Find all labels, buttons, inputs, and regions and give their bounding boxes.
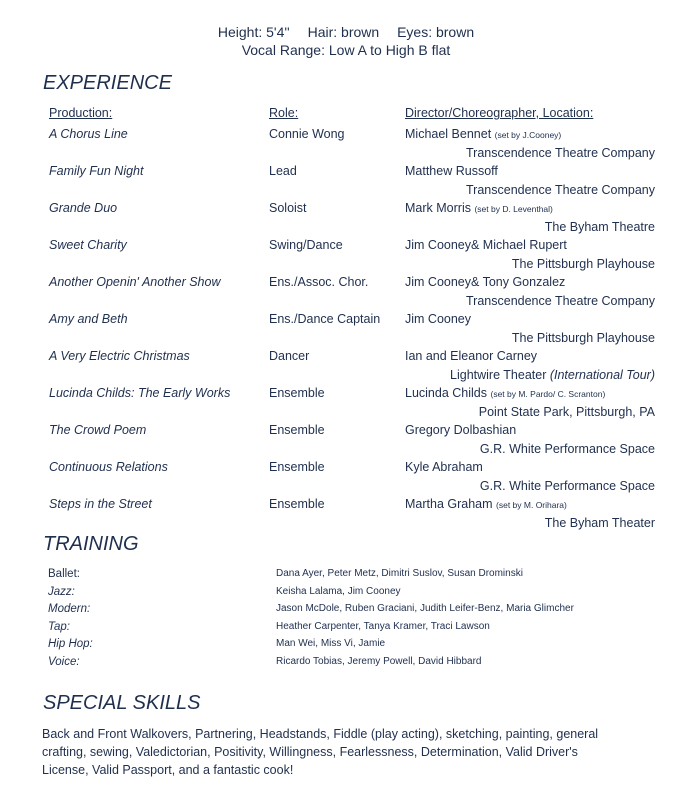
director-text: Michael Bennet [405,127,492,141]
location-extra: (International Tour) [549,368,655,382]
location-text: Point State Park, Pittsburgh, PA [478,405,655,419]
director-text: Martha Graham [405,497,493,511]
dance-style: Ballet: [48,568,80,580]
director-text: Lucinda Childs [405,386,487,400]
location-text: The Byham Theater [544,516,655,530]
role-name: Ens./Dance Captain [269,312,381,326]
stats-header [0,23,692,59]
location-text: Transcendence Theatre Company [466,146,655,160]
location-name [466,292,655,310]
production-name: A Very Electric Christmas [49,349,190,363]
production-name: Another Openin' Another Show [49,275,221,289]
special-skills-text: Back and Front Walkovers, Partnering, Headstands, Fiddle (play acting), sketching, painting, general crafting, sewing, Valedictorian, Positivity, Willingness, Fearlessness, Determination, Valid Driver's License, Valid Passport, and a fantastic cook! [42,727,599,777]
production-name: Steps in the Street [49,497,152,511]
role-name: Connie Wong [269,127,345,141]
production-name: Lucinda Childs: The Early Works [49,386,231,400]
vocal-range: Vocal Range: Low A to High B flat [241,42,451,58]
director-name [405,310,471,328]
dance-style: Modern: [48,603,91,615]
director-name [405,458,483,476]
director-name [405,125,561,144]
location-text: G.R. White Performance Space [479,479,655,493]
training-title: TRAINING [43,533,139,555]
location-name [512,329,655,347]
production-name: Family Fun Night [49,164,144,178]
location-name [479,403,655,421]
production-name: Sweet Charity [49,238,127,252]
location-name [450,366,655,384]
eyes-stat: Eyes: brown [397,24,475,40]
location-name [512,255,655,273]
director-text: Ian and Eleanor Carney [405,349,538,363]
director-text: Jim Cooney& Tony Gonzalez [405,275,566,289]
role-name: Lead [269,164,297,178]
director-text: Gregory Dolbashian [405,423,517,437]
location-text: Lightwire Theater [450,368,550,382]
teacher-list: Man Wei, Miss Vi, Jamie [276,638,386,649]
production-name: Grande Duo [49,201,118,215]
dance-style: Hip Hop: [48,638,93,650]
director-name [405,347,537,365]
production-name: The Crowd Poem [49,423,147,437]
dance-style: Voice: [48,655,80,668]
location-name [480,440,655,458]
location-name [466,181,655,199]
director-text: Jim Cooney& Michael Rupert [405,238,567,252]
physical-stats-line [0,23,692,41]
role-name: Ensemble [269,497,325,511]
production-name: Continuous Relations [49,460,168,474]
director-note: (set by M. Pardo/ C. Scranton) [490,389,606,399]
teacher-list: Ricardo Tobias, Jeremy Powell, David Hibbard [276,655,482,667]
role-name: Ensemble [269,386,325,400]
hair-stat: Hair: brown [307,24,380,40]
experience-title: EXPERIENCE [43,72,172,94]
teacher-list: Jason McDole, Ruben Graciani, Judith Leifer-Benz, Maria Glimcher [276,603,574,614]
director-note: (set by J.Cooney) [494,130,562,140]
column-header-role: Role: [269,106,299,120]
director-text: Mark Morris [405,201,471,215]
director-text: Jim Cooney [405,312,471,326]
role-name: Ensemble [269,460,325,474]
director-name [405,495,567,514]
dance-style: Tap: [48,620,70,633]
teacher-list: Dana Ayer, Peter Metz, Dimitri Suslov, Susan Drominski [276,568,523,579]
location-text: Transcendence Theatre Company [466,183,655,197]
dance-style: Jazz: [48,585,75,598]
director-text: Kyle Abraham [405,460,483,474]
column-header-director: Director/Choreographer, Location: [405,106,594,120]
director-name [405,421,516,439]
director-name [405,236,567,254]
production-name: Amy and Beth [49,312,128,326]
location-text: Transcendence Theatre Company [466,294,655,308]
special-skills-title: SPECIAL SKILLS [43,692,201,714]
director-name [405,162,498,180]
location-name [480,477,655,495]
location-name [545,514,655,532]
location-text: The Byham Theatre [544,220,655,234]
location-text: The Pittsburgh Playhouse [511,331,655,345]
height-stat: Height: 5'4'' [217,24,290,40]
role-name: Soloist [269,201,307,215]
location-text: G.R. White Performance Space [479,442,655,456]
role-name: Ensemble [269,423,325,437]
location-text: The Pittsburgh Playhouse [511,257,655,271]
director-name [405,273,565,291]
location-name [466,144,655,162]
teacher-list: Heather Carpenter, Tanya Kramer, Traci Lawson [276,620,490,632]
teacher-list: Keisha Lalama, Jim Cooney [276,585,401,597]
role-name: Ens./Assoc. Chor. [269,275,369,289]
director-name [405,199,553,218]
production-name: A Chorus Line [49,127,128,141]
role-name: Dancer [269,349,310,363]
director-note: (set by M. Orihara) [496,500,567,510]
director-text: Matthew Russoff [405,164,498,178]
location-name [545,218,655,236]
column-header-production: Production: [49,106,113,120]
director-note: (set by D. Leventhal) [474,204,553,214]
role-name: Swing/Dance [269,238,343,252]
director-name [405,384,605,403]
